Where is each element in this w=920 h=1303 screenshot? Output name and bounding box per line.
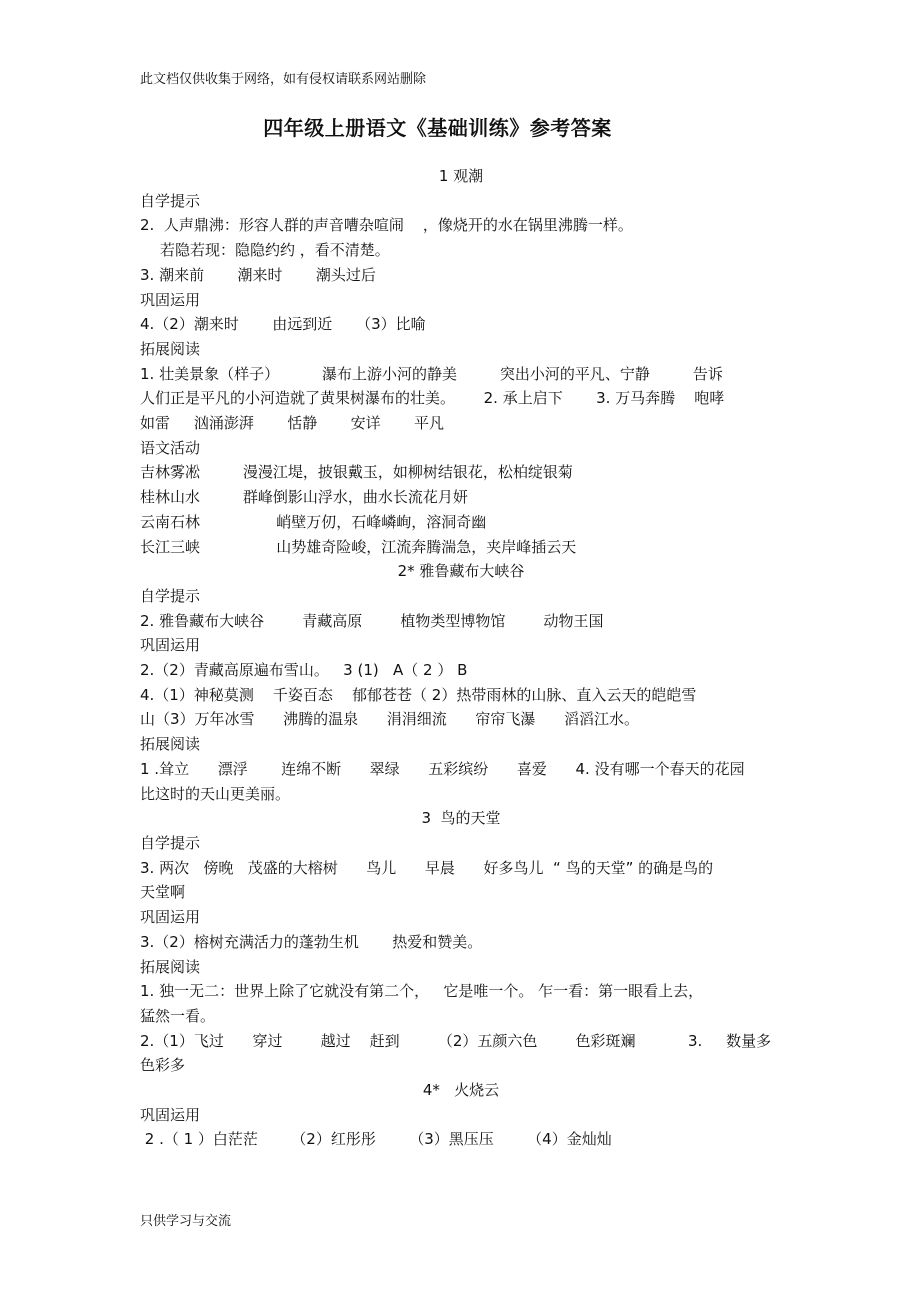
section-heading: 拓展阅读	[140, 957, 201, 976]
text-line: 2. 雅鲁藏布大峡谷 青藏高原 植物类型博物馆 动物王国	[140, 611, 604, 630]
text-line: 天堂啊	[140, 883, 186, 902]
text-line: 桂林山水 群峰倒影山浮水，曲水长流花月妍	[140, 488, 468, 507]
text-line: 长江三峡 山势雄奇险峻，江流奔腾湍急，夹岸峰插云天	[140, 537, 577, 556]
text-line: 2 .（ 1 ）白茫茫 （2）红彤彤 （3）黑压压 （4）金灿灿	[140, 1130, 612, 1149]
text-line: 猛然一看。	[140, 1006, 216, 1025]
text-line: 吉林雾凇 漫漫江堤，披银戴玉，如柳树结银花，松柏绽银菊	[140, 463, 573, 482]
text-line: 3. 两次 傍晚 茂盛的大榕树 鸟儿 早晨 好多鸟儿 “ 鸟的天堂” 的确是鸟的	[140, 858, 714, 877]
section-heading: 拓展阅读	[140, 735, 201, 754]
lesson-title: 4* 火烧云	[422, 1081, 500, 1100]
lesson-title: 1 观潮	[438, 167, 484, 185]
section-heading: 巩固运用	[140, 908, 201, 927]
text-line: 3. 潮来前 潮来时 潮头过后	[140, 265, 376, 284]
section-heading: 拓展阅读	[140, 339, 201, 358]
text-line: 2.（2）青藏高原遍布雪山。 3 (1) A（ 2 ） B	[140, 661, 468, 680]
text-line: 色彩多	[140, 1056, 186, 1075]
text-line: 1. 壮美景象（样子） 瀑布上游小河的静美 突出小河的平凡、宁静 告诉	[140, 364, 723, 383]
section-heading: 自学提示	[140, 833, 201, 852]
text-line: 1 .耸立 漂浮 连绵不断 翠绿 五彩缤纷 喜爱 4. 没有哪一个春天的花园	[140, 759, 745, 778]
text-line: 若隐若现：隐隐约约 ，看不清楚。	[160, 241, 390, 260]
lesson-title: 2* 雅鲁藏布大峡谷	[397, 562, 525, 581]
text-line: 4.（1）神秘莫测 千姿百态 郁郁苍苍（ 2）热带雨林的山脉、直入云天的皑皑雪	[140, 685, 697, 704]
text-line: 如雷 汹涌澎湃 恬静 安详 平凡	[140, 414, 444, 433]
lesson-title: 3 鸟的天堂	[421, 809, 501, 828]
text-line: 云南石林 峭壁万仞，石峰嶙峋，溶洞奇幽	[140, 512, 487, 531]
section-heading: 自学提示	[140, 191, 201, 210]
text-line: 4.（2）潮来时 由远到近 （3）比喻	[140, 315, 426, 334]
text-line: 2.（1）飞过 穿过 越过 赶到 （2）五颜六色 色彩斑斓 3. 数量多	[140, 1031, 772, 1050]
footer-note: 只供学习与交流	[140, 1214, 232, 1229]
section-heading: 巩固运用	[140, 1105, 201, 1124]
answer-content	[140, 164, 782, 1152]
header-note: 此文档仅供收集于网络，如有侵权请联系网站删除	[140, 72, 427, 87]
text-line: 1. 独一无二：世界上除了它就没有第二个， 它是唯一个。 乍一看：第一眼看上去，	[140, 982, 704, 1001]
text-line: 比这时的天山更美丽。	[140, 784, 291, 803]
text-line: 山（3）万年冰雪 沸腾的温泉 涓涓细流 帘帘飞瀑 滔滔江水。	[140, 710, 639, 729]
section-heading: 语文活动	[140, 438, 201, 457]
text-line: 2. 人声鼎沸：形容人群的声音嘈杂喧闹 ，像烧开的水在锅里沸腾一样。	[140, 216, 633, 235]
text-line: 3.（2）榕树充满活力的蓬勃生机 热爱和赞美。	[140, 932, 483, 951]
section-heading: 自学提示	[140, 586, 201, 605]
document-title: 四年级上册语文《基础训练》参考答案	[263, 116, 612, 140]
text-line: 人们正是平凡的小河造就了黄果树瀑布的壮美。 2. 承上启下 3. 万马奔腾 咆哮	[140, 389, 725, 408]
section-heading: 巩固运用	[140, 636, 201, 655]
section-heading: 巩固运用	[140, 290, 201, 309]
